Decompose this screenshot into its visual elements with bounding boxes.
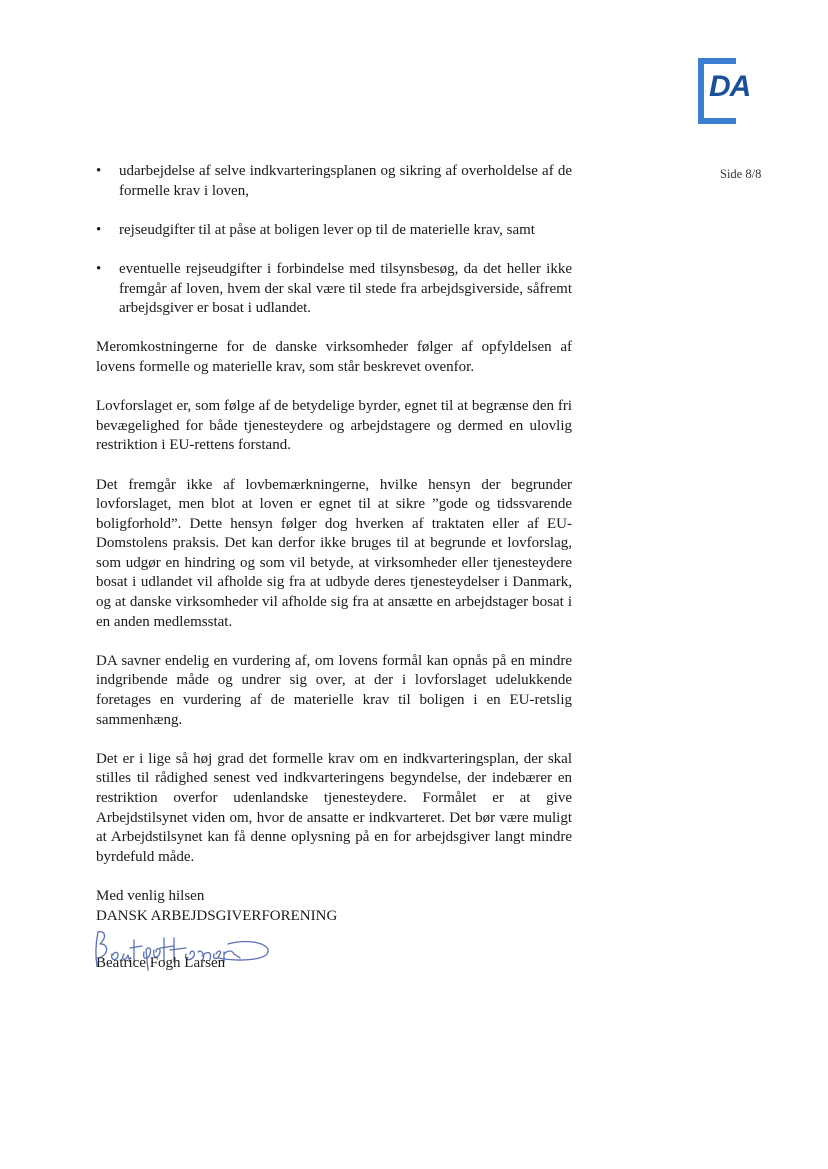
- signature-block: [96, 932, 572, 972]
- paragraph: DA savner endelig en vurdering af, om lovens formål kan opnås på en mindre indgribende måde og undrer sig over, at der i lovforslaget udelukkende foretages en vurdering af de materielle krav til boligen i en EU-retslig sammenhæng.: [96, 652, 572, 728]
- paragraph: Det fremgår ikke af lovbemærkningerne, hvilke hensyn der begrunder lovforslaget, men blot at loven er egnet til at sikre ”gode og tidssvarende boligforhold”. Dette hensyn følger dog hverken af traktaten eller af EU-Domstolens praksis. Det kan derfor ikke bruges til at begrunde et lovforslag, som udgør en hindring og som vil betyde, at virksomheder eller tjenesteydere bosat i udlandet vil afholde sig fra at udbyde deres tjenesteydelser i Danmark, og at danske virksomheder vil afholde sig fra at ansætte en arbejdstager bosat i en anden medlemsstat.: [96, 476, 572, 630]
- closing-block: [96, 887, 572, 972]
- organization-name: DANSK ARBEJDSGIVERFORENING: [96, 907, 338, 924]
- signer-name: Beatrice Fogh Larsen: [96, 955, 226, 972]
- paragraph: Lovforslaget er, som følge af de betydelige byrder, egnet til at begrænse den fri bevægelighed for både tjenesteydere og arbejdstagere og dermed en ulovlig restriktion i EU-rettens forstand.: [96, 398, 572, 454]
- logo-text: DA: [709, 70, 751, 103]
- bullet-list: [96, 162, 572, 319]
- paragraph: Det er i lige så høj grad det formelle krav om en indkvarteringsplan, der skal stilles til rådighed senest ved indkvarteringens begyndelse, der indebærer en restriktion overfor udenlandske tjenesteydere. Formålet er at give Arbejdstilsynet viden om, hvor de ansatte er indkvarteret. Det bør være muligt at Arbejdstilsynet kan få denne oplysning på en for arbejdsgiver langt mindre byrdefuld måde.: [96, 750, 572, 865]
- da-logo: [698, 58, 764, 128]
- bullet-item: • rejseudgifter til at påse at boligen lever op til de materielle krav, samt: [96, 221, 572, 241]
- letter-body: [96, 162, 572, 972]
- bullet-item: • udarbejdelse af selve indkvarteringsplanen og sikring af overholdelse af de formelle krav i loven,: [96, 162, 572, 201]
- page-number: Side 8/8: [720, 167, 762, 181]
- paragraph: Meromkostningerne for de danske virksomheder følger af opfyldelsen af lovens formelle og materielle krav, som står beskrevet ovenfor.: [96, 339, 572, 375]
- closing-greeting: Med venlig hilsen: [96, 887, 205, 904]
- bullet-item: • eventuelle rejseudgifter i forbindelse med tilsynsbesøg, da det heller ikke fremgår af loven, hvem der skal være til stede fra arbejdsgiverside, såfremt arbejdsgiver er bosat i udlandet.: [96, 260, 572, 319]
